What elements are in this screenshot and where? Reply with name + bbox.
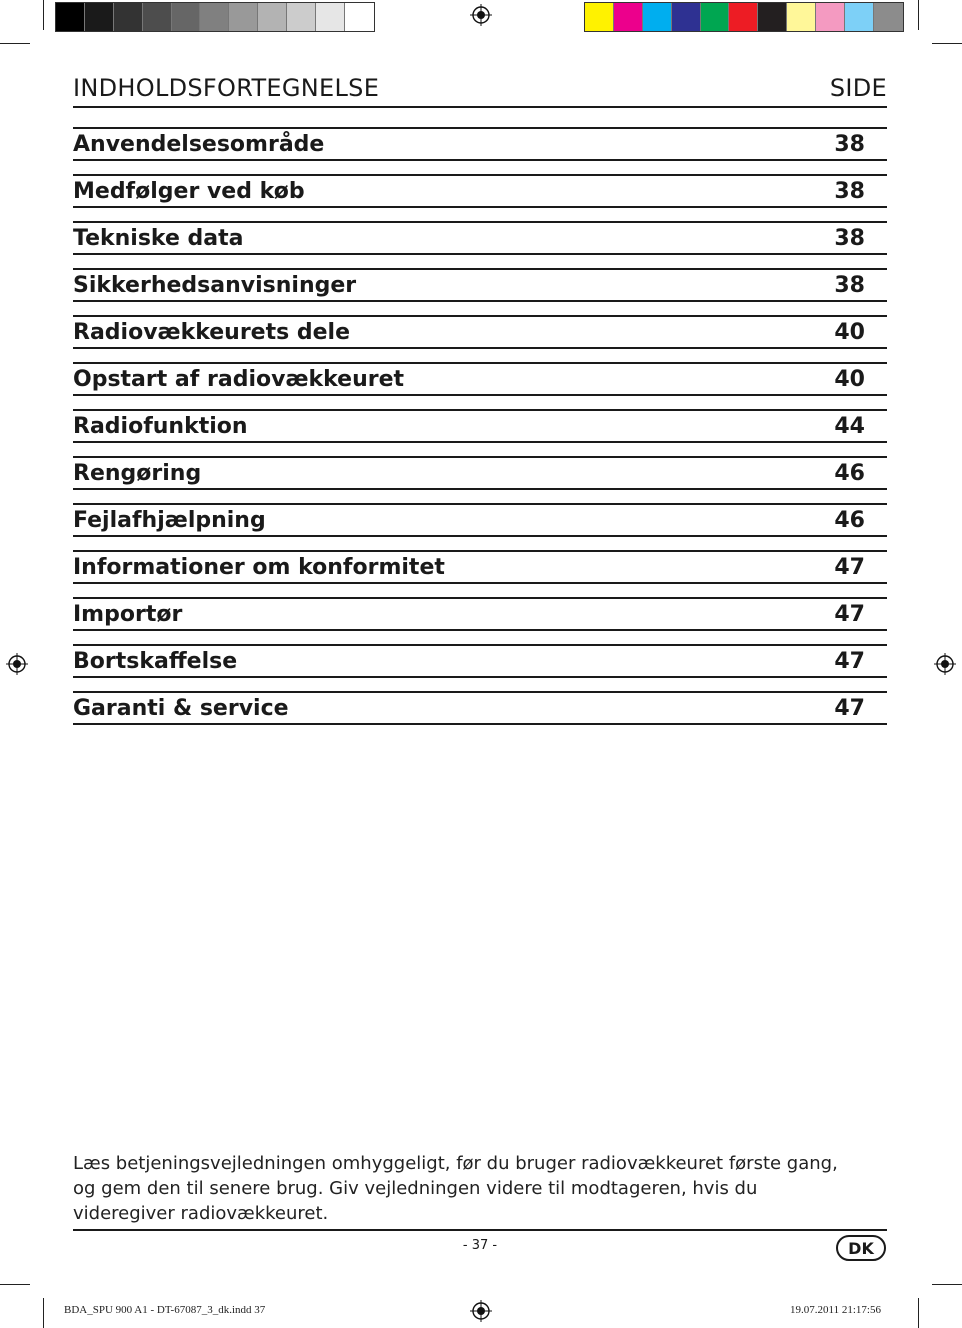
toc-entry-title: Garanti & service bbox=[73, 695, 289, 721]
toc-entry-page: 38 bbox=[834, 131, 865, 157]
color-swatch bbox=[672, 3, 701, 31]
toc-entry-title: Medfølger ved køb bbox=[73, 178, 305, 204]
color-swatch bbox=[643, 3, 672, 31]
color-swatch bbox=[758, 3, 787, 31]
color-swatch bbox=[200, 3, 229, 31]
toc-entry[interactable] bbox=[73, 174, 887, 208]
color-swatch bbox=[172, 3, 201, 31]
toc-entry-page: 40 bbox=[834, 366, 865, 392]
crop-mark bbox=[0, 1284, 30, 1285]
toc-entry-title: Sikkerhedsanvisninger bbox=[73, 272, 357, 298]
toc-entry[interactable] bbox=[73, 315, 887, 349]
toc-entry[interactable] bbox=[73, 597, 887, 631]
footer-divider bbox=[73, 1229, 887, 1231]
toc-page-column-label: SIDE bbox=[829, 74, 887, 102]
color-swatch bbox=[845, 3, 874, 31]
crop-mark bbox=[0, 43, 30, 44]
crop-mark bbox=[43, 1298, 44, 1328]
color-swatch bbox=[729, 3, 758, 31]
toc-entry-page: 46 bbox=[834, 460, 865, 486]
toc-entry[interactable] bbox=[73, 268, 887, 302]
registration-mark-icon bbox=[6, 653, 28, 675]
toc-entry-title: Tekniske data bbox=[73, 225, 244, 251]
crop-mark bbox=[43, 0, 44, 30]
intro-paragraph: Læs betjeningsvejledningen omhyggeligt, før du bruger radiovækkeuret første gang, og gem den til senere brug. Giv vejledningen videre til modtageren, hvis du videregiver radiovækkeuret. bbox=[73, 1153, 838, 1224]
toc-title: INDHOLDSFORTEGNELSE bbox=[73, 74, 380, 102]
slug-file-info: BDA_SPU 900 A1 - DT-67087_3_dk.indd 37 bbox=[64, 1304, 266, 1316]
slug-date-info: 19.07.2011 21:17:56 bbox=[790, 1304, 881, 1316]
color-swatch bbox=[229, 3, 258, 31]
toc-entry-title: Radiofunktion bbox=[73, 413, 248, 439]
color-swatch bbox=[585, 3, 614, 31]
toc-entry-page: 47 bbox=[834, 648, 865, 674]
registration-mark-icon bbox=[470, 4, 492, 26]
color-swatch bbox=[316, 3, 345, 31]
color-swatch bbox=[874, 3, 903, 31]
toc-entry-title: Importør bbox=[73, 601, 183, 627]
color-swatch bbox=[345, 3, 374, 31]
toc-entry-title: Opstart af radiovækkeuret bbox=[73, 366, 405, 392]
crop-mark bbox=[932, 1284, 962, 1285]
color-swatch bbox=[287, 3, 316, 31]
toc-entry-title: Informationer om konformitet bbox=[73, 554, 445, 580]
toc-entry[interactable] bbox=[73, 691, 887, 725]
toc-entry[interactable] bbox=[73, 456, 887, 490]
registration-mark-icon bbox=[934, 653, 956, 675]
crop-mark bbox=[918, 0, 919, 30]
color-swatch bbox=[114, 3, 143, 31]
toc-entry[interactable] bbox=[73, 221, 887, 255]
toc-entry[interactable] bbox=[73, 362, 887, 396]
crop-mark bbox=[932, 43, 962, 44]
color-swatch bbox=[85, 3, 114, 31]
toc-entry-page: 47 bbox=[834, 601, 865, 627]
toc-entry-page: 47 bbox=[834, 554, 865, 580]
toc-entry-title: Fejlafhjælpning bbox=[73, 507, 266, 533]
registration-mark-icon bbox=[470, 1300, 492, 1322]
toc-header bbox=[73, 70, 887, 108]
color-swatch bbox=[56, 3, 85, 31]
toc-entry[interactable] bbox=[73, 127, 887, 161]
toc-entry-page: 38 bbox=[834, 178, 865, 204]
page-number: - 37 - bbox=[462, 1238, 498, 1253]
toc-entry-title: Bortskaffelse bbox=[73, 648, 238, 674]
toc-list bbox=[73, 127, 887, 738]
color-swatch bbox=[701, 3, 730, 31]
toc-entry-title: Rengøring bbox=[73, 460, 202, 486]
toc-entry[interactable] bbox=[73, 550, 887, 584]
color-swatch bbox=[614, 3, 643, 31]
toc-entry-page: 38 bbox=[834, 225, 865, 251]
toc-entry-page: 47 bbox=[834, 695, 865, 721]
color-swatch bbox=[816, 3, 845, 31]
toc-entry-page: 46 bbox=[834, 507, 865, 533]
toc-entry-page: 44 bbox=[834, 413, 865, 439]
toc-entry[interactable] bbox=[73, 644, 887, 678]
toc-entry-title: Radiovækkeurets dele bbox=[73, 319, 351, 345]
language-badge: DK bbox=[836, 1235, 886, 1261]
toc-entry-title: Anvendelsesområde bbox=[73, 131, 325, 157]
toc-entry[interactable] bbox=[73, 409, 887, 443]
grayscale-color-bar bbox=[55, 2, 375, 32]
toc-entry-page: 38 bbox=[834, 272, 865, 298]
color-swatch bbox=[787, 3, 816, 31]
color-swatch bbox=[258, 3, 287, 31]
toc-entry[interactable] bbox=[73, 503, 887, 537]
toc-entry-page: 40 bbox=[834, 319, 865, 345]
crop-mark bbox=[918, 1298, 919, 1328]
color-swatch bbox=[143, 3, 172, 31]
process-color-bar bbox=[584, 2, 904, 32]
